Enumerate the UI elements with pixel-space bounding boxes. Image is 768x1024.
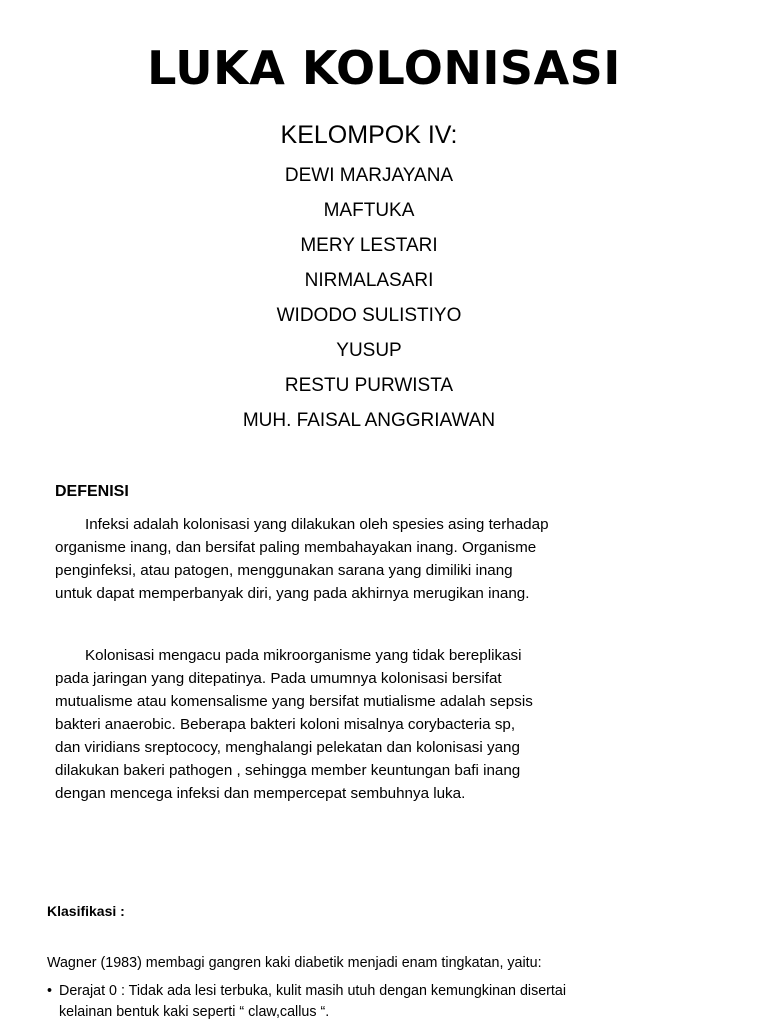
paragraph-line: dengan mencega infeksi dan mempercepat sembuhnya luka. <box>55 785 466 802</box>
paragraph-line: dan viridians sreptococy, menghalangi pelekatan dan kolonisasi yang <box>55 739 520 756</box>
member-name: WIDODO SULISTIYO <box>276 305 462 326</box>
paragraph-line: organisme inang, dan bersifat paling membahayakan inang. Organisme <box>55 539 537 556</box>
group-title: KELOMPOK IV: <box>280 121 458 149</box>
member-list <box>0 160 738 440</box>
paragraph-line: pada jaringan yang ditepatinya. Pada umumnya kolonisasi bersifat <box>55 670 502 687</box>
paragraph-line: bakteri anaerobic. Beberapa bakteri koloni misalnya corybacteria sp, <box>55 716 516 733</box>
page-title: LUKA KOLONISASI <box>147 41 621 95</box>
definition-paragraph-kolonisasi <box>55 644 625 805</box>
bullet-line: kelainan bentuk kaki seperti “ claw,callus “. <box>59 1004 330 1020</box>
member-name: RESTU PURWISTA <box>284 375 454 396</box>
bullet-list-item <box>47 981 747 1023</box>
definition-paragraph-infeksi <box>55 513 625 605</box>
member-name: YUSUP <box>336 340 402 361</box>
definition-heading: DEFENISI <box>55 483 129 500</box>
member-name: MERY LESTARI <box>300 235 438 256</box>
member-name: DEWI MARJAYANA <box>284 165 454 186</box>
paragraph-line: dilakukan bakeri pathogen , sehingga member keuntungan bafi inang <box>55 762 521 779</box>
member-name: NIRMALASARI <box>304 270 434 291</box>
member-name: MUH. FAISAL ANGGRIAWAN <box>242 410 496 431</box>
paragraph-line: Infeksi adalah kolonisasi yang dilakukan oleh spesies asing terhadap <box>85 516 549 533</box>
classification-heading: Klasifikasi : <box>47 903 125 919</box>
bullet-icon: • <box>47 983 53 999</box>
classification-intro: Wagner (1983) membagi gangren kaki diabetik menjadi enam tingkatan, yaitu: <box>47 955 542 971</box>
paragraph-line: untuk dapat memperbanyak diri, yang pada akhirnya merugikan inang. <box>55 585 530 602</box>
paragraph-line: mutualisme atau komensalisme yang bersifat mutialisme adalah sepsis <box>55 693 533 710</box>
paragraph-line: penginfeksi, atau patogen, menggunakan sarana yang dimiliki inang <box>55 562 513 579</box>
member-name: MAFTUKA <box>323 200 415 221</box>
bullet-line: Derajat 0 : Tidak ada lesi terbuka, kulit masih utuh dengan kemungkinan disertai <box>59 983 567 999</box>
paragraph-line: Kolonisasi mengacu pada mikroorganisme yang tidak bereplikasi <box>85 647 522 664</box>
